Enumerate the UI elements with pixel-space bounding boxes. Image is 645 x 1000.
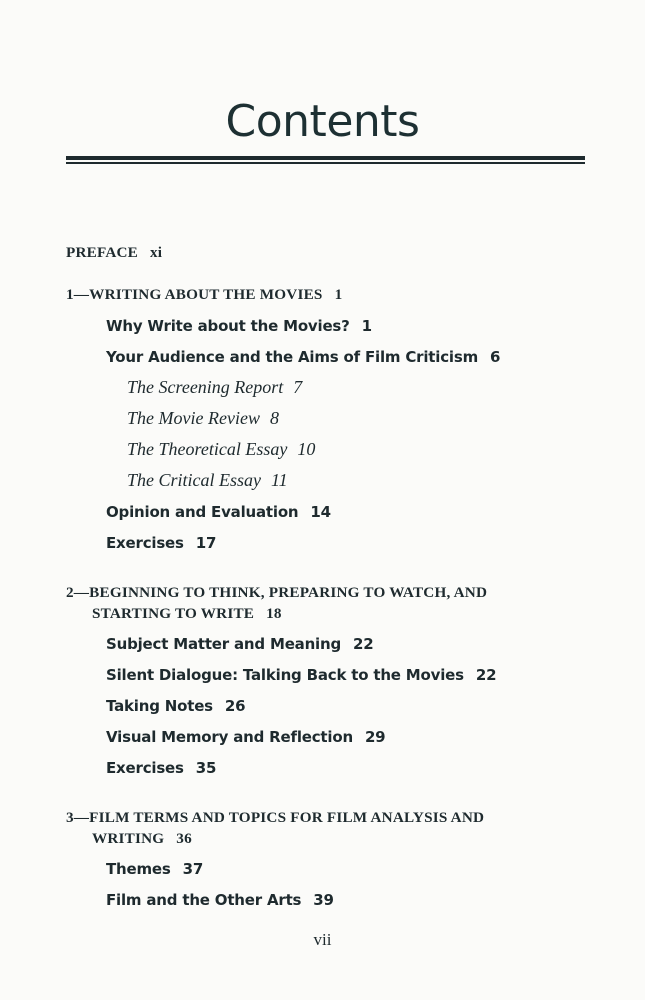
toc-chapter-3-continued (92, 830, 192, 848)
toc-section (106, 666, 496, 684)
toc-section (106, 728, 385, 746)
toc-entry-text: Subject Matter and Meaning (106, 635, 342, 653)
toc-subsection (127, 470, 288, 491)
toc-entry-text: The Critical Essay (127, 470, 261, 490)
toc-entry-text: Taking Notes (106, 697, 213, 715)
toc-entry-text: Why Write about the Movies? (106, 317, 350, 335)
toc-entry-text: The Theoretical Essay (127, 439, 288, 459)
toc-entry-preface (66, 244, 162, 262)
toc-entry-text: The Movie Review (127, 408, 260, 428)
toc-page-number: 35 (195, 759, 217, 777)
toc-entry-text: Themes (106, 860, 171, 878)
toc-page-number: 8 (269, 408, 279, 428)
toc-entry-text: Film and the Other Arts (106, 891, 302, 909)
toc-page-number: 7 (293, 377, 303, 397)
toc-section (106, 534, 216, 552)
toc-page-number: xi (150, 244, 163, 261)
toc-section (106, 891, 334, 909)
toc-section (106, 348, 500, 366)
title-rule-thin (66, 162, 585, 164)
toc-section (106, 503, 331, 521)
title-rule-thick (66, 156, 585, 160)
page-folio: vii (313, 930, 332, 949)
toc-subsection (127, 408, 279, 429)
toc-subsection (127, 377, 302, 398)
toc-page-number: 1 (361, 317, 372, 335)
toc-chapter-1 (66, 286, 342, 304)
toc-entry-text: The Screening Report (127, 377, 284, 397)
toc-entry-text: WRITING (92, 830, 165, 847)
toc-entry-text: Silent Dialogue: Talking Back to the Movies (106, 666, 464, 684)
toc-section (106, 317, 372, 335)
toc-entry-text: Exercises (106, 534, 184, 552)
toc-section (106, 759, 216, 777)
toc-entry-text: 2—BEGINNING TO THINK, PREPARING TO WATCH, AND (66, 584, 488, 601)
toc-page-number: 22 (353, 635, 374, 653)
toc-entry-text: Opinion and Evaluation (106, 503, 299, 521)
toc-page-number: 26 (224, 697, 246, 715)
toc-section (106, 860, 203, 878)
toc-entry-text: Exercises (106, 759, 184, 777)
toc-entry-text: PREFACE (66, 244, 138, 261)
toc-page-number: 39 (313, 891, 334, 909)
toc-page-number: 37 (182, 860, 204, 878)
page-title: Contents (225, 96, 420, 147)
toc-section (106, 635, 374, 653)
toc-page-number: 18 (266, 605, 282, 622)
toc-entry-text: 3—FILM TERMS AND TOPICS FOR FILM ANALYSIS AND (66, 809, 485, 826)
toc-chapter-2-continued (92, 605, 282, 623)
toc-page-number: 1 (334, 286, 343, 303)
toc-entry-text: Visual Memory and Reflection (106, 728, 353, 746)
toc-section (106, 697, 245, 715)
toc-chapter-3 (66, 809, 484, 827)
toc-page-number: 10 (297, 439, 316, 459)
toc-page-number: 22 (475, 666, 497, 684)
toc-entry-text: 1—WRITING ABOUT THE MOVIES (66, 286, 323, 303)
toc-page-number: 36 (176, 830, 192, 847)
toc-page-number: 11 (271, 470, 288, 490)
toc-page-number: 6 (490, 348, 501, 366)
toc-entry-text: Your Audience and the Aims of Film Criticism (106, 348, 479, 366)
toc-entry-text: STARTING TO WRITE (92, 605, 255, 622)
toc-page-number: 29 (364, 728, 386, 746)
toc-chapter-2 (66, 584, 487, 602)
toc-subsection (127, 439, 315, 460)
toc-page-number: 14 (310, 503, 331, 521)
toc-page-number: 17 (195, 534, 217, 552)
